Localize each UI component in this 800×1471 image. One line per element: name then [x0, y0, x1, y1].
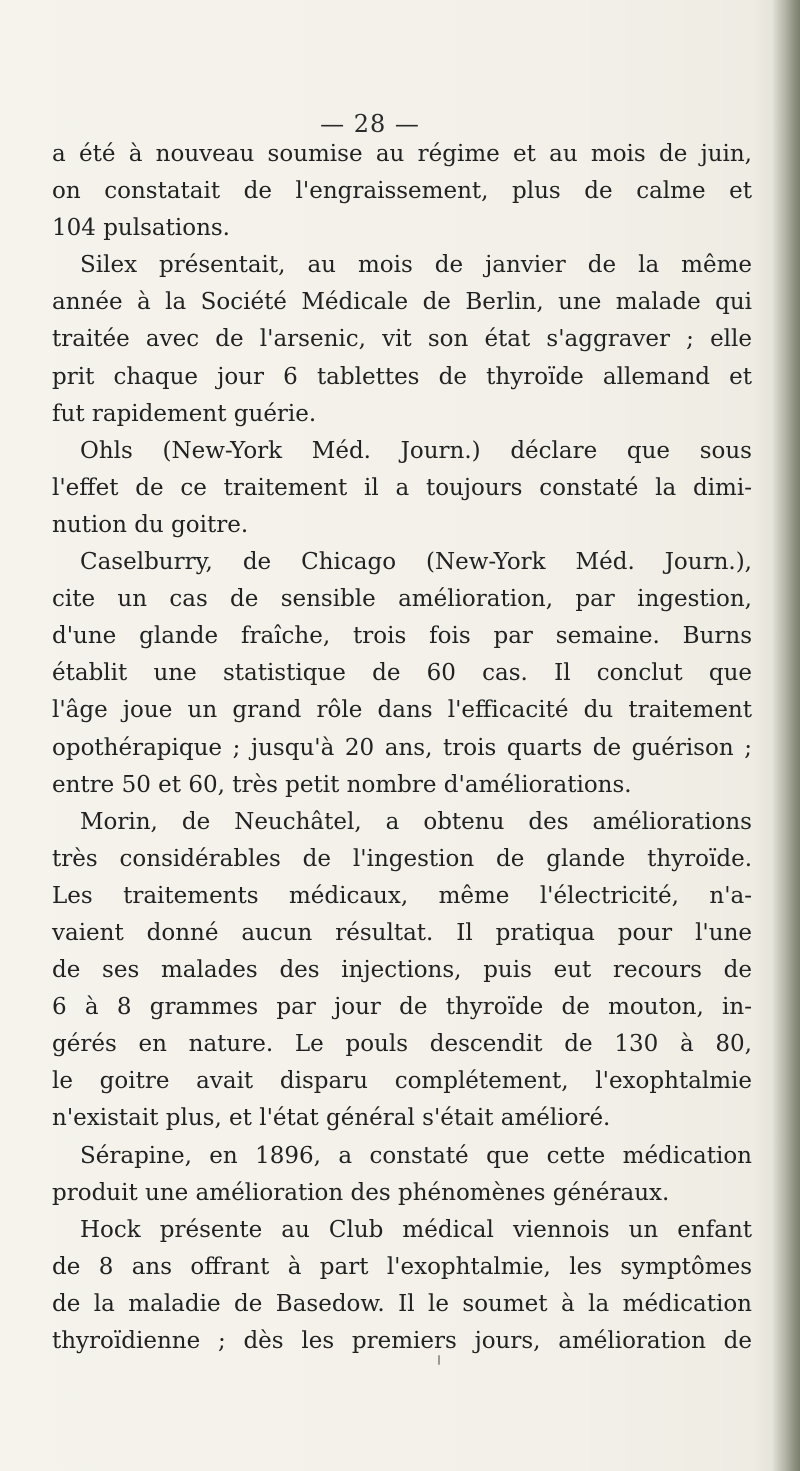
text-line: fut rapidement guérie. [52, 400, 317, 427]
text-line: Silex présentait, au mois de janvier de la même [80, 252, 752, 279]
text-line: établit une statistique de 60 cas. Il conclut que [52, 660, 752, 687]
text-line: de 8 ans offrant à part l'exophtalmie, les symptômes [52, 1253, 752, 1280]
text-line: le goitre avait disparu complétement, l'exophtalmie [52, 1068, 752, 1095]
text-line: 104 pulsations. [52, 215, 230, 242]
text-line: prit chaque jour 6 tablettes de thyroïde allemand et [52, 363, 752, 390]
text-line: l'âge joue un grand rôle dans l'efficacité du traitement [52, 697, 752, 724]
text-line: très considérables de l'ingestion de glande thyroïde. [52, 845, 752, 872]
text-line: l'effet de ce traitement il a toujours constaté la dimi- [52, 474, 752, 501]
text-line: Sérapine, en 1896, a constaté que cette médication [80, 1142, 752, 1169]
text-line: n'existait plus, et l'état général s'était amélioré. [52, 1105, 611, 1132]
text-line: Ohls (New-York Méd. Journ.) déclare que sous [80, 437, 752, 464]
text-line: on constatait de l'engraissement, plus de calme et [52, 178, 752, 205]
text-line: Morin, de Neuchâtel, a obtenu des améliorations [80, 808, 752, 835]
text-line: année à la Société Médicale de Berlin, une malade qui [52, 289, 752, 316]
text-line: thyroïdienne ; dès les premiers jours, amélioration de [52, 1328, 752, 1354]
paper-speck [438, 1355, 440, 1365]
text-line: de la maladie de Basedow. Il le soumet à la médication [52, 1290, 752, 1317]
text-line: nution du goitre. [52, 511, 249, 538]
text-line: cite un cas de sensible amélioration, par ingestion, [52, 586, 752, 613]
page-number: — 28 — [320, 110, 420, 138]
text-line: 6 à 8 grammes par jour de thyroïde de mouton, in- [52, 994, 752, 1021]
text-line: a été à nouveau soumise au régime et au mois de juin, [52, 141, 752, 167]
text-line: d'une glande fraîche, trois fois par semaine. Burns [52, 623, 752, 650]
text-line: entre 50 et 60, très petit nombre d'améliorations. [52, 771, 632, 798]
text-line: Les traitements médicaux, même l'électricité, n'a- [52, 882, 752, 909]
text-line: opothérapique ; jusqu'à 20 ans, trois quarts de guérison ; [52, 734, 752, 761]
body-text [52, 136, 752, 1360]
text-line: Caselburry, de Chicago (New-York Méd. Journ.), [80, 549, 752, 576]
text-line: gérés en nature. Le pouls descendit de 130 à 80, [52, 1031, 752, 1058]
text-line: Hock présente au Club médical viennois un enfant [80, 1216, 752, 1243]
text-line: de ses malades des injections, puis eut recours de [52, 957, 752, 984]
text-line: vaient donné aucun résultat. Il pratiqua pour l'une [52, 919, 752, 946]
page-edge-shadow [772, 0, 800, 1471]
text-line: produit une amélioration des phénomènes généraux. [52, 1179, 670, 1206]
text-line: traitée avec de l'arsenic, vit son état s'aggraver ; elle [52, 326, 752, 353]
